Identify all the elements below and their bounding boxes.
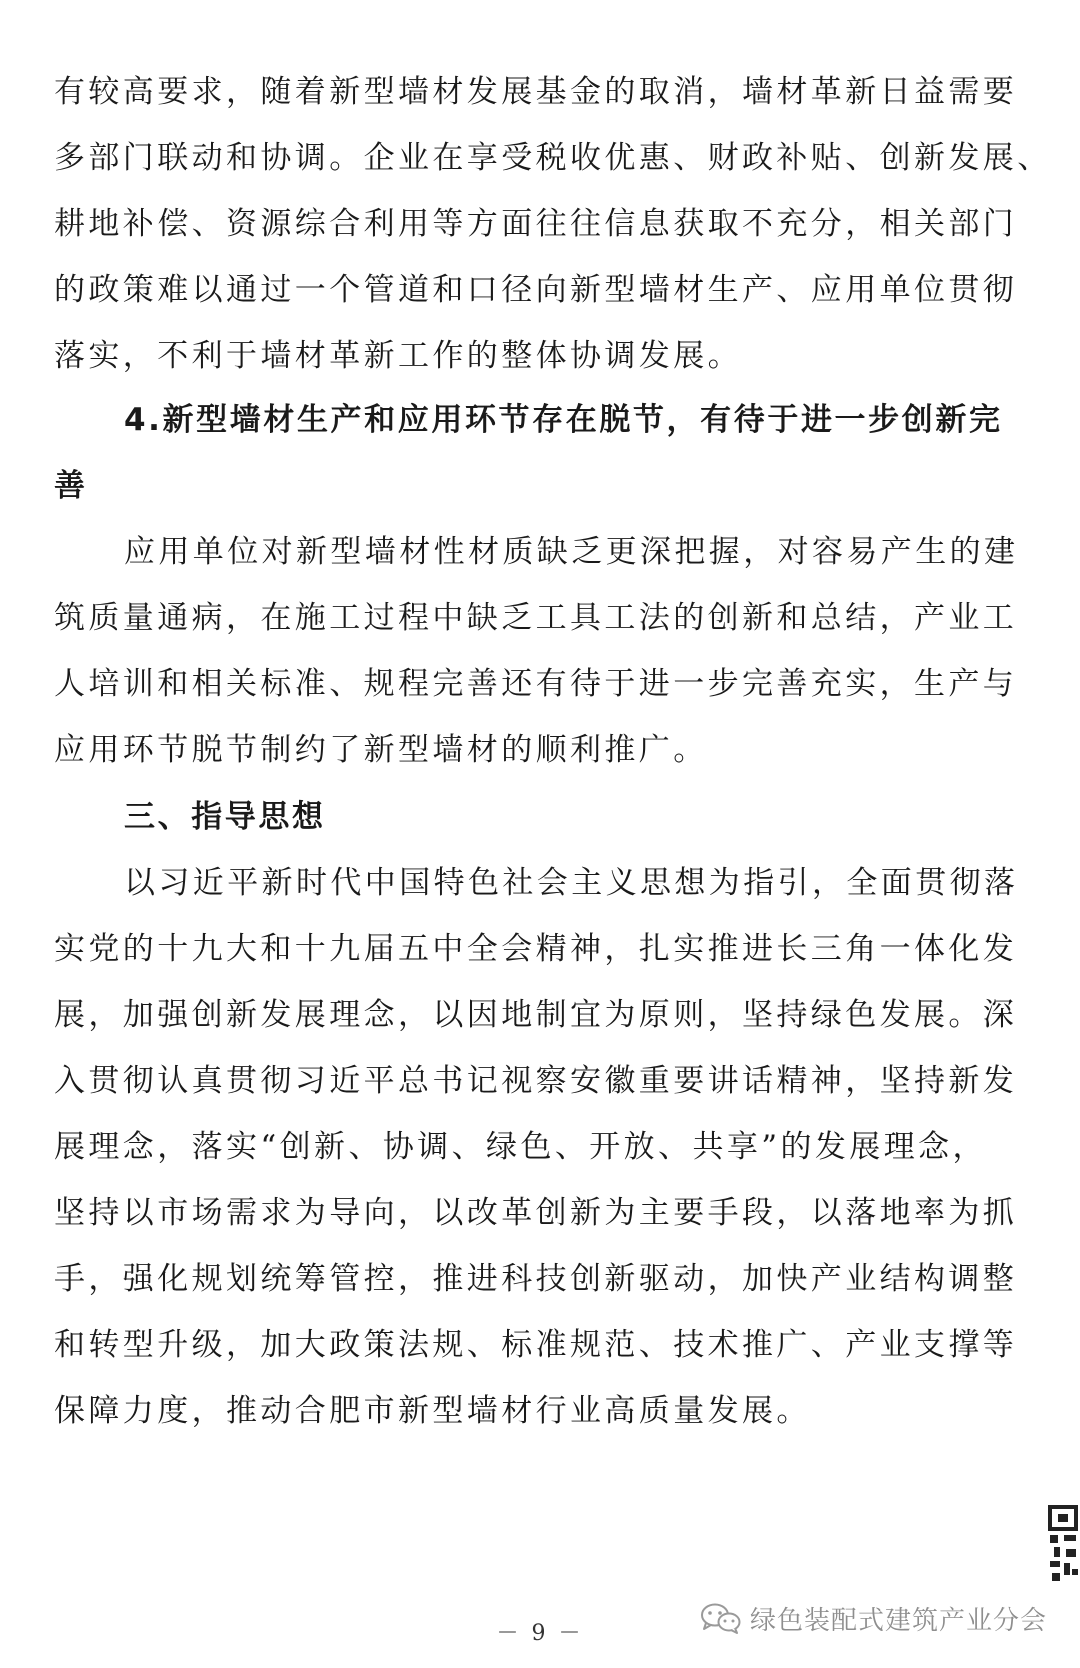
page-number: － 9 － xyxy=(496,1621,584,1646)
body-line: 应用单位对新型墙材性材质缺乏更深把握，对容易产生的建 xyxy=(124,534,1019,570)
body-line: 实党的十九大和十九届五中全会精神，扎实推进长三角一体化发 xyxy=(54,931,1018,967)
body-line: 入贯彻认真贯彻习近平总书记视察安徽重要讲话精神，坚持新发 xyxy=(54,1063,1018,1099)
qr-code-fragment xyxy=(1046,1505,1080,1585)
body-line: 有较高要求，随着新型墙材发展基金的取消，墙材革新日益需要 xyxy=(54,74,1018,110)
body-line: 的政策难以通过一个管道和口径向新型墙材生产、应用单位贯彻 xyxy=(54,272,1018,308)
section-heading-continuation: 善 xyxy=(54,468,88,504)
body-line: 保障力度，推动合肥市新型墙材行业高质量发展。 xyxy=(54,1393,811,1429)
body-line: 应用环节脱节制约了新型墙材的顺利推广。 xyxy=(54,732,708,768)
chapter-heading: 三、指导思想 xyxy=(124,799,326,835)
body-line: 展，加强创新发展理念，以因地制宜为原则，坚持绿色发展。深 xyxy=(54,997,1018,1033)
body-line: 坚持以市场需求为导向，以改革创新为主要手段，以落地率为抓 xyxy=(54,1195,1018,1231)
body-line: 人培训和相关标准、规程完善还有待于进一步完善充实，生产与 xyxy=(54,666,1018,702)
body-line: 和转型升级，加大政策法规、标准规范、技术推广、产业支撑等 xyxy=(54,1327,1018,1363)
body-line: 多部门联动和协调。企业在享受税收优惠、财政补贴、创新发展、 xyxy=(54,140,1052,176)
wechat-icon xyxy=(700,1602,742,1634)
body-line: 耕地补偿、资源综合利用等方面往往信息获取不充分，相关部门 xyxy=(54,206,1018,242)
watermark-text: 绿色装配式建筑产业分会 xyxy=(750,1605,1048,1636)
wechat-watermark xyxy=(700,1598,1047,1638)
body-line: 以习近平新时代中国特色社会主义思想为指引，全面贯彻落 xyxy=(124,865,1019,901)
body-line: 落实，不利于墙材革新工作的整体协调发展。 xyxy=(54,338,742,374)
body-line: 手，强化规划统筹管控，推进科技创新驱动，加快产业结构调整 xyxy=(54,1261,1018,1297)
body-line: 展理念，落实“创新、协调、绿色、开放、共享”的发展理念， xyxy=(54,1129,987,1165)
body-line: 筑质量通病，在施工过程中缺乏工具工法的创新和总结，产业工 xyxy=(54,600,1018,636)
section-heading: 4.新型墙材生产和应用环节存在脱节，有待于进一步创新完 xyxy=(124,402,1003,438)
